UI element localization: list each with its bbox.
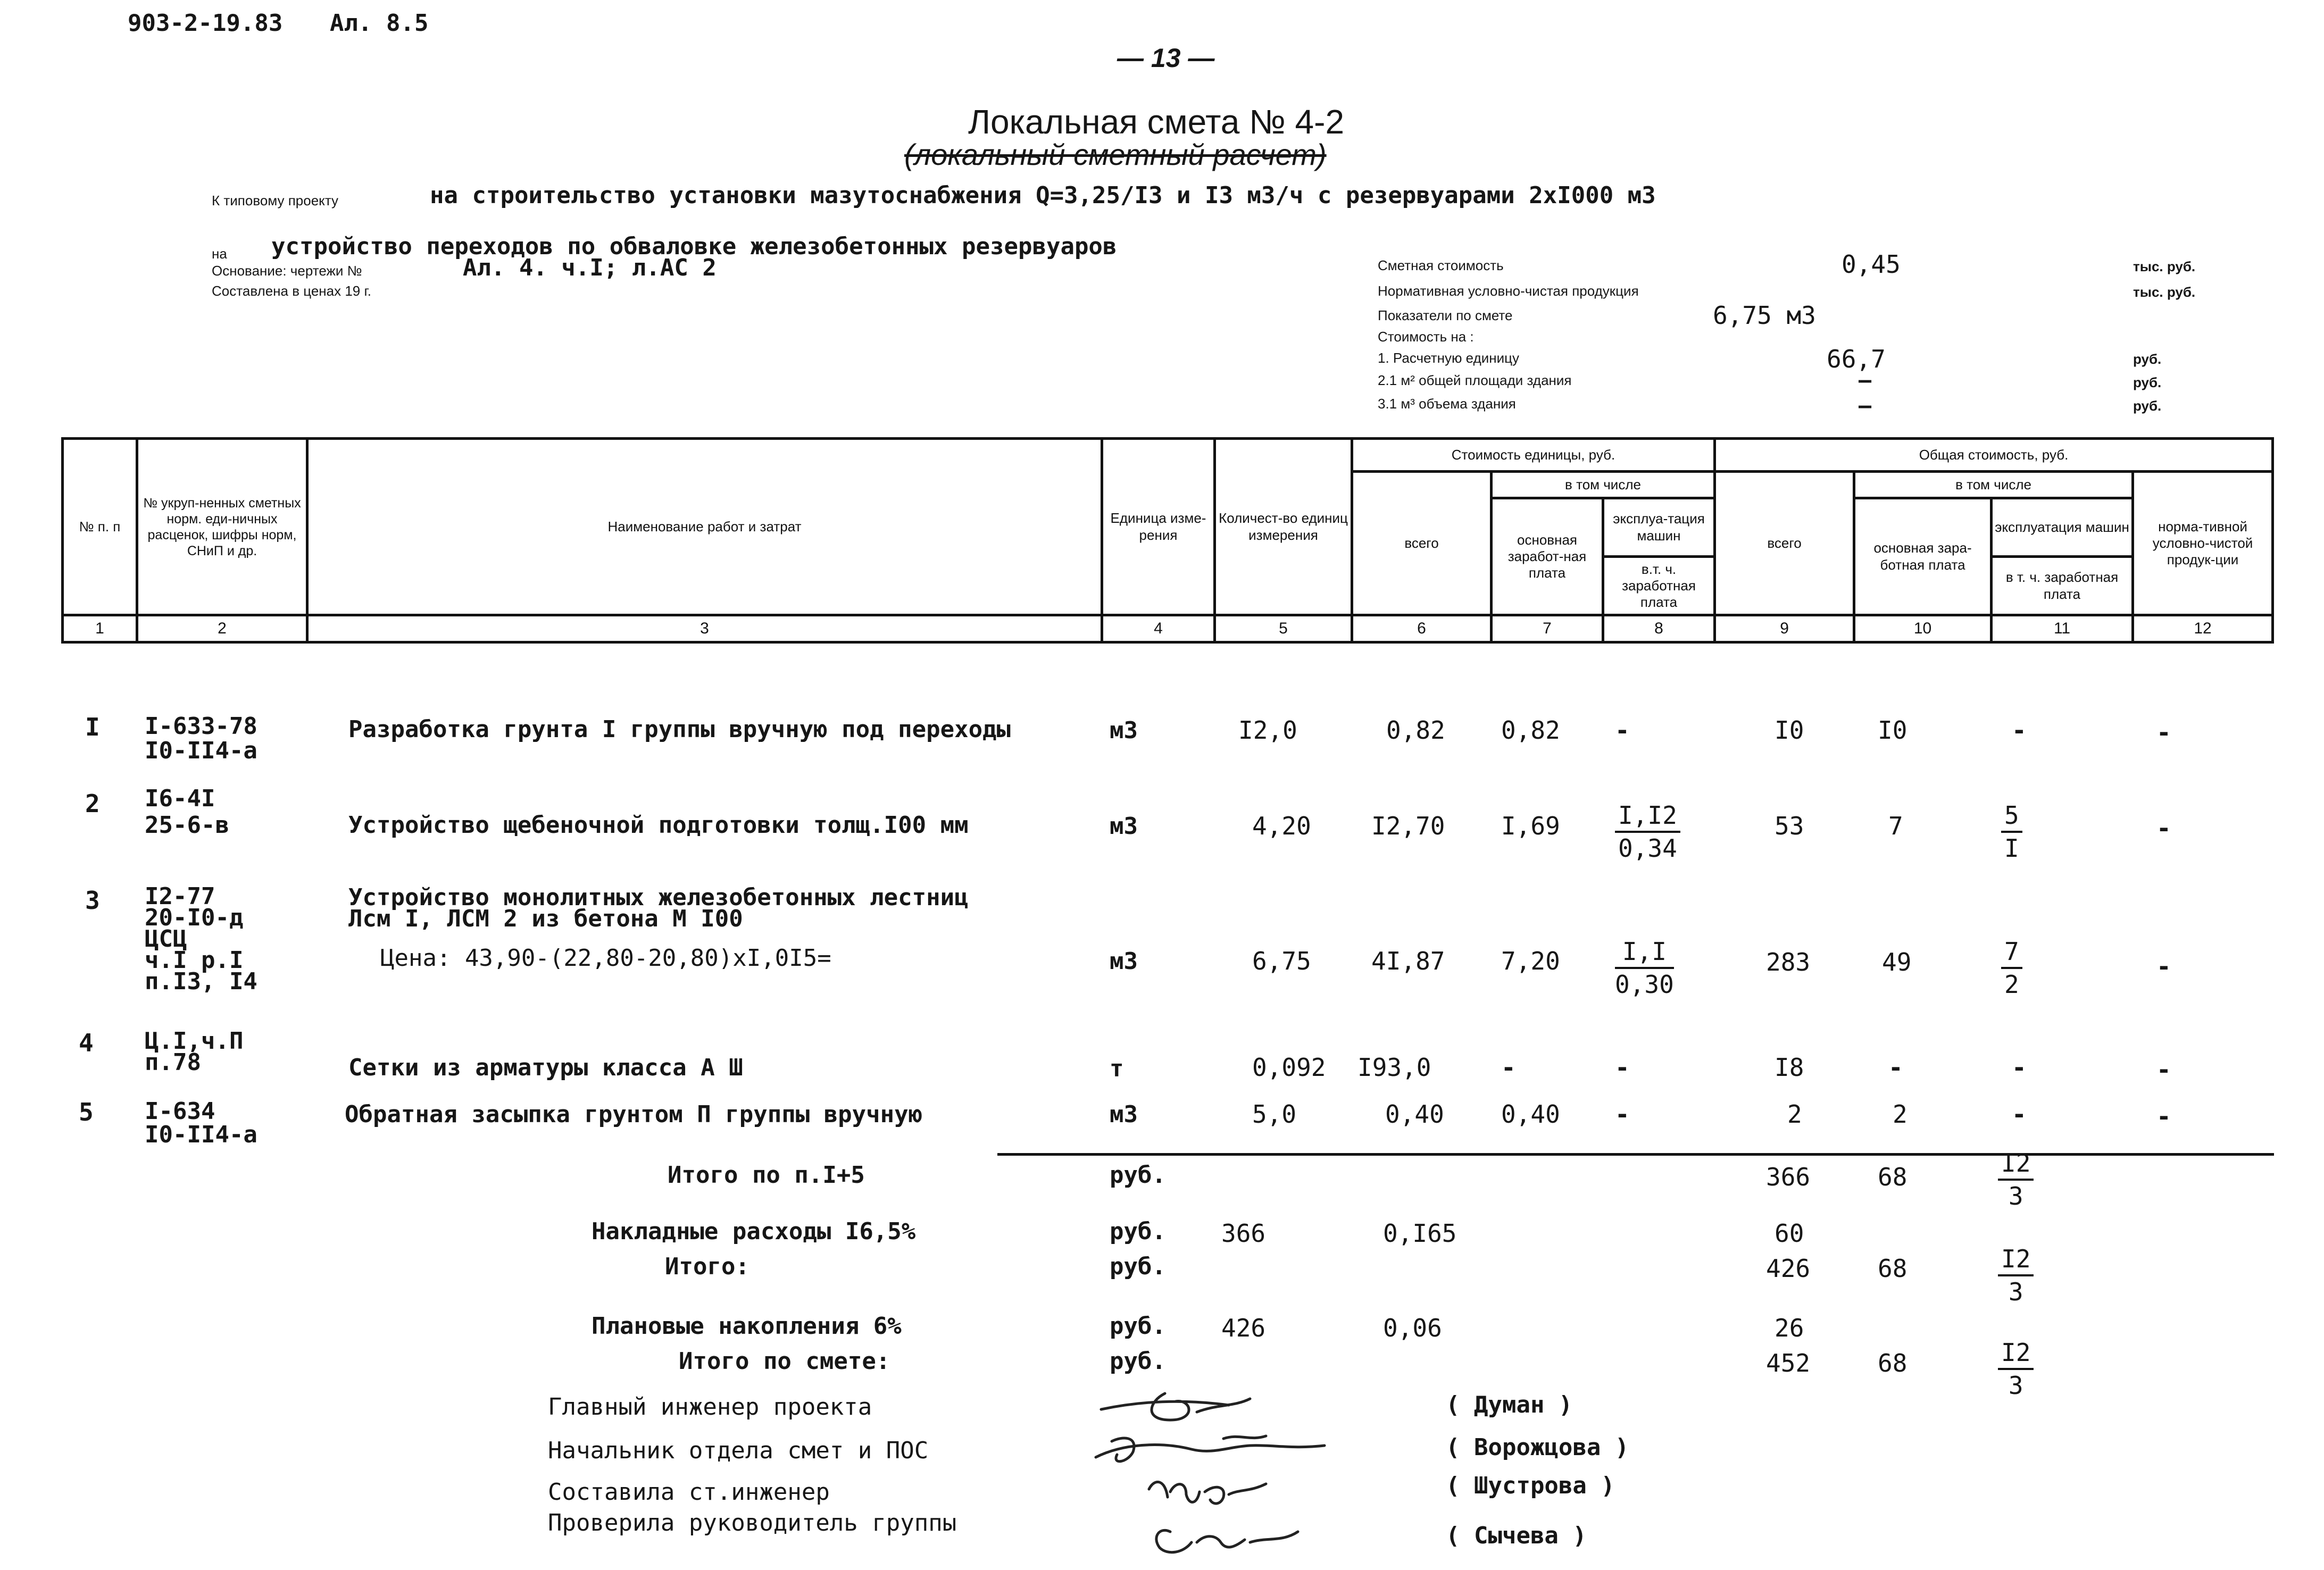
total-3-unit: руб. (1110, 1348, 1166, 1375)
total-2-sum: 426 (1766, 1254, 1811, 1283)
col-header-num: № п. п (63, 439, 137, 615)
row-unit: т (1110, 1055, 1124, 1082)
fraction-denominator: 0,34 (1618, 834, 1677, 863)
row-unit-wage: 0,40 (1501, 1100, 1560, 1129)
col-header-total-cost: Общая стоимость, руб. (1715, 439, 2273, 472)
col-num-9: 9 (1715, 615, 1854, 642)
fraction-numerator: I,I (1615, 937, 1674, 969)
project-label: К типовому проекту (212, 193, 339, 208)
signature-role: Начальник отдела смет и ПОС (548, 1437, 929, 1464)
row-sum-wage: I0 (1878, 716, 1907, 745)
row-number: 5 (79, 1098, 94, 1126)
total-3-label: Итого по смете: (679, 1348, 890, 1375)
row-code: I0-II4-а (145, 737, 257, 764)
project-text: на строительство установки мазутоснабжения Q=3,25/I3 и I3 м3/ч с резервуарами 2хI000 м3 (430, 182, 1656, 209)
row-code: ЦСЦ (145, 925, 187, 953)
total-2-unit: руб. (1110, 1253, 1166, 1280)
row-normative: - (2156, 1055, 2171, 1084)
estimate-header-table (61, 437, 2274, 644)
row-unit-machine-fraction (1615, 937, 1674, 999)
overhead-unit: руб. (1110, 1218, 1166, 1245)
normative-label: Нормативная условно-чистая продукция (1378, 283, 1639, 299)
row-sum-machine-fraction (2001, 801, 2022, 863)
unit3-label: 3.1 м³ объема здания (1378, 396, 1516, 412)
signature-name: ( Сычева ) (1446, 1522, 1587, 1549)
total-1-label: Итого по п.I+5 (668, 1162, 865, 1189)
row-unit: м3 (1110, 948, 1138, 975)
col-num-11: 11 (1992, 615, 2133, 642)
total-2-wage: 68 (1878, 1254, 1907, 1283)
col-num-2: 2 (137, 615, 307, 642)
total-3-machine-fraction (1998, 1338, 2034, 1400)
row-work-name: Устройство монолитных железобетонных лестниц (348, 884, 969, 911)
unit3-value: – (1859, 394, 1872, 418)
row-unit-total: 4I,87 (1371, 947, 1445, 975)
row-unit-machine: - (1615, 1053, 1630, 1082)
fraction-denominator: 3 (2008, 1182, 2023, 1210)
fraction-denominator: I (2004, 834, 2019, 863)
row-unit: м3 (1110, 717, 1138, 744)
row-number: I (85, 713, 100, 741)
fraction-numerator: 5 (2001, 801, 2022, 833)
fraction-denominator: 3 (2008, 1277, 2023, 1306)
col-num-1: 1 (63, 615, 137, 642)
unit1-label: 1. Расчетную единицу (1378, 350, 1520, 366)
signature-name: ( Ворожцова ) (1446, 1434, 1629, 1461)
row-unit-total: I93,0 (1357, 1053, 1431, 1082)
row-qty: 0,092 (1252, 1053, 1326, 1082)
overhead-base: 366 (1221, 1219, 1266, 1248)
row-sum: I0 (1775, 716, 1804, 745)
col-header-basic-wage2: основная зара-ботная плата (1854, 498, 1992, 615)
col-num-7: 7 (1492, 615, 1603, 642)
col-header-name: Наименование работ и затрат (307, 439, 1102, 615)
row-sum-wage: 49 (1882, 948, 1912, 976)
row-sum-wage: 7 (1888, 812, 1903, 840)
col-num-8: 8 (1603, 615, 1715, 642)
document-subtitle: (локальный сметный расчет) (904, 138, 1327, 171)
cost-on-label: Стоимость на : (1378, 329, 1474, 345)
column-number-row (63, 615, 2273, 642)
overhead-rate: 0,I65 (1383, 1219, 1457, 1248)
overhead-label: Накладные расходы I6,5% (592, 1218, 916, 1245)
col-num-5: 5 (1215, 615, 1352, 642)
row-code: I-633-78 (145, 713, 257, 740)
col-header-normative: норма-тивной условно-чистой продук-ции (2133, 472, 2273, 615)
row-code: 25-6-в (145, 812, 229, 839)
unit1-value: 66,7 (1827, 345, 1886, 373)
row-work-name: Сетки из арматуры класса А Ш (348, 1054, 743, 1081)
row-sum-wage: - (1888, 1053, 1903, 1082)
total-3-sum: 452 (1766, 1349, 1811, 1377)
total-3-wage: 68 (1878, 1349, 1907, 1377)
col-header-all2: всего (1715, 472, 1854, 615)
plan-unit: руб. (1110, 1313, 1166, 1340)
row-code: Ц.I,ч.П (145, 1028, 244, 1055)
row-code: I2-77 (145, 883, 215, 910)
total-2-machine-fraction (1998, 1245, 2034, 1306)
col-num-10: 10 (1854, 615, 1992, 642)
row-work-name: Обратная засыпка грунтом П группы вручную (345, 1101, 923, 1128)
row-number: 4 (79, 1029, 94, 1057)
page-number: — 13 — (1117, 43, 1215, 73)
plan-sum: 26 (1775, 1314, 1804, 1342)
row-code: 20-I0-д (145, 904, 244, 931)
row-unit-wage: 0,82 (1501, 716, 1560, 745)
estimated-cost-label: Сметная стоимость (1378, 257, 1504, 273)
signature-name: ( Думан ) (1446, 1391, 1573, 1418)
estimated-cost-value: 0,45 (1842, 250, 1901, 279)
unit3-unit: руб. (2133, 398, 2162, 414)
row-code: I0-II4-а (145, 1121, 257, 1148)
indicators-value: 6,75 м3 (1713, 301, 1816, 330)
total-1-machine-fraction (1998, 1149, 2034, 1210)
signature-role: Проверила руководитель группы (548, 1509, 957, 1536)
fraction-numerator: I2 (1998, 1338, 2034, 1370)
total-1-sum: 366 (1766, 1163, 1811, 1191)
col-header-unit-cost: Стоимость единицы, руб. (1352, 439, 1715, 472)
row-unit-machine-fraction (1615, 801, 1680, 863)
col-num-6: 6 (1352, 615, 1492, 642)
fraction-numerator: I2 (1998, 1245, 2034, 1276)
col-header-basic-wage: основная заработ-ная плата (1492, 498, 1603, 615)
row-unit-machine: - (1615, 716, 1630, 745)
prices-label: Составлена в ценах 19 г. (212, 283, 372, 299)
row-sum-wage: 2 (1893, 1100, 1907, 1129)
total-2-label: Итого: (665, 1253, 749, 1280)
row-sum-machine-fraction (2001, 937, 2022, 999)
fraction-numerator: I,I2 (1615, 801, 1680, 833)
row-qty: 5,0 (1252, 1100, 1297, 1129)
row-normative: - (2156, 814, 2171, 842)
row-sum: 53 (1775, 812, 1804, 840)
row-unit-wage: I,69 (1501, 812, 1560, 840)
row-qty: I2,0 (1238, 716, 1297, 745)
estimated-cost-unit: тыс. руб. (2133, 258, 2196, 274)
row-unit: м3 (1110, 1101, 1138, 1128)
row-normative: - (2156, 718, 2171, 747)
row-unit-machine: - (1615, 1100, 1630, 1129)
col-header-all: всего (1352, 472, 1492, 615)
subtotal-rule (997, 1153, 2274, 1156)
plan-rate: 0,06 (1383, 1314, 1442, 1342)
row-code: ч.I р.I (145, 947, 244, 974)
album-number: Ал. 8.5 (330, 10, 429, 37)
col-header-machine-op2: эксплуатация машин (1992, 498, 2133, 557)
fraction-denominator: 2 (2004, 970, 2019, 999)
total-1-wage: 68 (1878, 1163, 1907, 1191)
col-header-incl2: в том числе (1854, 472, 2133, 498)
row-qty: 6,75 (1252, 947, 1311, 975)
row-sum: 283 (1766, 948, 1811, 976)
unit2-value: – (1859, 368, 1872, 392)
row-work-name: Разработка грунта I группы вручную под переходы (348, 716, 1011, 743)
row-normative: - (2156, 952, 2171, 981)
row-sum-machine: - (2012, 1053, 2027, 1082)
plan-label: Плановые накопления 6% (592, 1313, 902, 1340)
document-title: Локальная смета № 4-2 (968, 103, 1345, 141)
row-code: п.78 (145, 1049, 201, 1076)
row-code: I-634 (145, 1098, 215, 1125)
total-1-unit: руб. (1110, 1162, 1166, 1189)
row-unit-total: 0,40 (1385, 1100, 1444, 1129)
col-header-unit: Единица изме-рения (1102, 439, 1215, 615)
row-sum: I8 (1775, 1053, 1804, 1082)
row-work-name: Лсм I, ЛСМ 2 из бетона М I00 (348, 905, 743, 932)
row-unit-wage: - (1501, 1053, 1516, 1082)
row-code: п.I3, I4 (145, 968, 257, 995)
row-normative: - (2156, 1102, 2171, 1131)
row-number: 2 (85, 789, 100, 818)
row-number: 3 (85, 886, 100, 915)
col-header-machine-op: эксплуа-тация машин (1603, 498, 1715, 557)
basis-text: Ал. 4. ч.I; л.АС 2 (463, 254, 717, 281)
row-sum-machine: - (2012, 716, 2027, 745)
col-header-incl-wage2: в т. ч. заработная плата (1992, 557, 2133, 615)
signature-role: Составила ст.инженер (548, 1479, 830, 1506)
fraction-numerator: 7 (2001, 937, 2022, 969)
row-code: I6-4I (145, 785, 215, 812)
col-header-code: № укруп-ненных сметных норм. еди-ничных расценок, шифры норм, СНиП и др. (137, 439, 307, 615)
fraction-numerator: I2 (1998, 1149, 2034, 1181)
unit2-unit: руб. (2133, 374, 2162, 390)
unit1-unit: руб. (2133, 351, 2162, 367)
row-unit: м3 (1110, 813, 1138, 840)
col-num-12: 12 (2133, 615, 2273, 642)
row-work-name: Устройство щебеночной подготовки толщ.I00 мм (348, 812, 969, 839)
indicators-label: Показатели по смете (1378, 307, 1513, 323)
signature-role: Главный инженер проекта (548, 1393, 872, 1421)
fraction-denominator: 0,30 (1615, 970, 1674, 999)
col-header-incl-wage: в.т. ч. заработная плата (1603, 557, 1715, 615)
row-unit-total: I2,70 (1371, 812, 1445, 840)
row-price-formula: Цена: 43,90-(22,80-20,80)хI,0I5= (380, 945, 831, 972)
handwritten-signatures-image (1090, 1383, 1367, 1569)
row-sum-machine: - (2012, 1100, 2027, 1129)
document-code: 903-2-19.83 (128, 10, 283, 37)
col-num-3: 3 (307, 615, 1102, 642)
unit2-label: 2.1 м² общей площади здания (1378, 372, 1572, 388)
col-header-qty: Количест-во единиц измерения (1215, 439, 1352, 615)
row-unit-wage: 7,20 (1501, 947, 1560, 975)
overhead-sum: 60 (1775, 1219, 1804, 1248)
on-text: устройство переходов по обваловке железобетонных резервуаров (271, 233, 1117, 260)
col-num-4: 4 (1102, 615, 1215, 642)
col-header-incl: в том числе (1492, 472, 1715, 498)
row-unit-total: 0,82 (1386, 716, 1445, 745)
fraction-denominator: 3 (2008, 1371, 2023, 1400)
plan-base: 426 (1221, 1314, 1266, 1342)
basis-label: Основание: чертежи № (212, 263, 362, 279)
signature-name: ( Шустрова ) (1446, 1472, 1615, 1499)
on-label: на (212, 246, 227, 262)
row-sum: 2 (1787, 1100, 1802, 1129)
row-qty: 4,20 (1252, 812, 1311, 840)
normative-unit: тыс. руб. (2133, 284, 2196, 300)
